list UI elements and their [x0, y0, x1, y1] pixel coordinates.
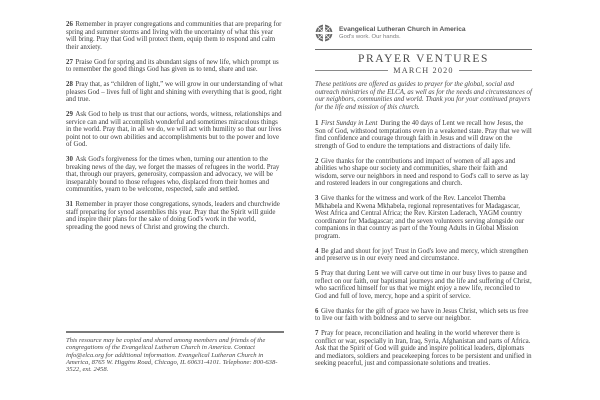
- prayer-paragraph-2: [315, 158, 532, 188]
- prayer-paragraph-30: [66, 156, 284, 194]
- header-rule: [315, 49, 532, 50]
- subtitle-dash-right: [459, 70, 532, 71]
- day-number: 1: [315, 120, 319, 127]
- prayer-text: Give thanks for the contributions and impact of women of all ages and abilities who shape our society and communities, share their faith and wisdom, serve our neighbors in need and respond to God's call to serve as lay and rostered leaders in our congregations and church.: [315, 157, 529, 187]
- day-number: 4: [315, 247, 319, 255]
- elca-logo-block: [315, 24, 532, 42]
- day-number: 28: [66, 81, 73, 88]
- prayer-text: Praise God for spring and its abundant signs of new life, which prompt us to remember the good things God has given us to tend, share and use.: [66, 58, 279, 73]
- intro-paragraph: These petitions are offered as guides to prayer for the global, social and outreach ministries of the ELCA, as well as for the needs and circumstances of our neighbors, communities and world. Thank you for your continued prayers for the life and mission of this church.: [315, 81, 532, 111]
- subtitle-dash-left: [315, 70, 388, 71]
- prayer-text: During the 40 days of Lent we recall how Jesus, the Son of God, withstood temptations even in a weakened state. Pray that we will find confidence and courage through faith in Jesus and will draw on the strength of God to endure the temptations and distractions of daily life.: [315, 120, 532, 150]
- prayer-paragraph-29: [66, 111, 284, 149]
- liturgical-day-label: First Sunday in Lent: [320, 120, 378, 127]
- day-number: 27: [66, 58, 73, 66]
- prayer-paragraph-1: [315, 120, 532, 150]
- prayer-paragraph-28: [66, 81, 284, 104]
- day-number: 30: [66, 156, 73, 163]
- day-number: 31: [66, 201, 73, 208]
- church-name: Evangelical Lutheran Church in America: [339, 25, 466, 33]
- prayer-text: Give thanks for the witness and work of the Rev. Lancelot Themba Mkhabela and Kwena Mkhabela, regional representatives for Madagascar, West Africa and Central Africa; the Rev. Kirsten Laderach, YAGM country coordinator for Madagascar; and the seven volunteers serving alongside our companions in that country as part of the Young Adults in Global Mission program.: [315, 195, 525, 240]
- prayer-paragraph-3: [315, 195, 532, 240]
- prayer-paragraph-5: [315, 270, 532, 300]
- issue-date: MARCH 2020: [393, 66, 454, 75]
- day-number: 7: [315, 330, 319, 337]
- elca-globe-cross-icon: [315, 24, 333, 42]
- day-number: 26: [66, 21, 73, 28]
- day-number: 2: [315, 157, 319, 165]
- left-page-column: [66, 21, 284, 239]
- prayer-text: Pray for peace, reconciliation and healing in the world wherever there is conflict or war, especially in Iran, Iraq, Syria, Afghanistan and parts of Africa. Ask that the Spirit of God will guide and inspire political leaders, diplomats and mediators, soldiers and peacekeeping forces to be persistent and unified in seeking peaceful, just and compassionate solutions and treaties.: [315, 330, 532, 367]
- footer-divider: [66, 331, 284, 333]
- prayer-paragraph-7: [315, 330, 532, 368]
- logo-text: [339, 26, 466, 41]
- prayer-paragraph-31: [66, 201, 284, 231]
- copyright-text: This resource may be copied and shared among members and friends of the congregations of the Evangelical Lutheran Church in America. Contact info@elca.org for additional information. Evangelical Lutheran Church in America, 8765 W. Higgins Road, Chicago, IL 60631-4101. Telephone: 800-638-3522, ext. 2458.: [66, 337, 278, 374]
- day-number: 6: [315, 307, 319, 315]
- right-page-column: [315, 24, 532, 375]
- day-number: 5: [315, 270, 319, 277]
- prayer-text: Ask God to help us trust that our actions, words, witness, relationships and service can and will accomplish wonderful and sometimes miraculous things in the world. Pray that, in all we do, we will act with humility so that our lives point not to our own abilities and accomplishments but to the power and love of God.: [66, 111, 282, 148]
- church-tagline: God's work. Our hands.: [339, 33, 401, 40]
- day-number: 29: [66, 111, 73, 118]
- prayer-paragraph-4: [315, 248, 532, 263]
- prayer-paragraph-27: [66, 59, 284, 74]
- issue-date-row: [315, 66, 532, 75]
- prayer-text: Pray that during Lent we will carve out time in our busy lives to pause and reflect on our faith, our baptismal journeys and the life and suffering of Christ, who sacrificed himself for us that we might enjoy a new life, reconciled to God and full of love, mercy, hope and a spirit of service.: [315, 270, 532, 300]
- day-number: 3: [315, 195, 319, 202]
- prayer-text: Remember in prayer congregations and communities that are preparing for spring and summer storms and living with the uncertainty of what this year will bring. Pray that God will protect them, equip them to respond and calm their anxiety.: [66, 21, 282, 51]
- prayer-text: Pray that, as “children of light,” we will grow in our understanding of what pleases God – lives full of light and shining with everything that is good, right and true.: [66, 81, 283, 103]
- prayer-text: Give thanks for the gift of grace we have in Jesus Christ, which sets us free to live our faith with boldness and to serve our neighbor.: [315, 307, 529, 322]
- copyright-footer: [66, 331, 284, 373]
- prayer-paragraph-6: [315, 308, 532, 323]
- prayer-paragraph-26: [66, 21, 284, 51]
- document-title: PRAYER VENTURES: [357, 53, 490, 65]
- prayer-text: Be glad and shout for joy! Trust in God's love and mercy, which strengthen and preserve us in our every need and circumstance.: [315, 247, 529, 262]
- prayer-text: Remember in prayer those congregations, synods, leaders and churchwide staff preparing for synod assemblies this year. Pray that the Spirit will guide and inspire their plans for the sake of doing God's work in the world, spreading the good news of Christ and growing the church.: [66, 201, 280, 231]
- prayer-text: Ask God's forgiveness for the times when, turning our attention to the breaking news of the day, we forget the masses of refugees in the world. Pray that, through our prayers, generosity, compassion and advocacy, we will be inseparably bound to those refugees who, displaced from their homes and communities, yearn to be welcome, respected, safe and settled.: [66, 156, 280, 193]
